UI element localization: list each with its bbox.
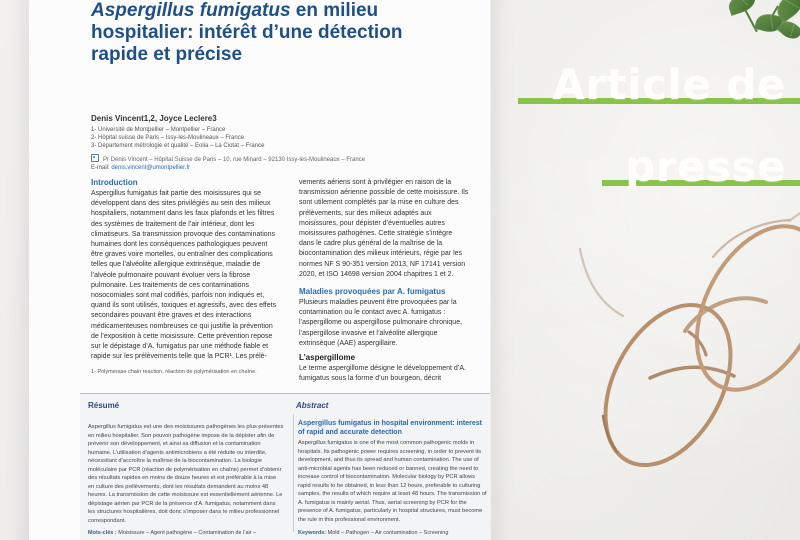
title-line-1 (91, 0, 431, 22)
title-line-2: hospitalier: intérêt d’une détection (91, 22, 403, 43)
right-column (299, 178, 469, 384)
contact-block (91, 154, 451, 172)
abstract-keywords (298, 530, 448, 537)
leaf-icon-1 (726, 0, 758, 16)
abstract-right-column (298, 419, 488, 524)
resume-text: Aspergillus fumigatus est une des moisissures pathogènes les plus présentes en milieu hospitalier. Son pouvoir pathogène impose de la dépister afin de prévenir son développement, et ainsi sa diffusion et la contamination humaine. L’utilisation d’agents antimicrobiens a été réduite ou interdite, nécessitant d’accroître la maîtrise de la biocontamination. La biologie moléculaire par PCR (réaction de polymérisation en chaîne) permet d’obtenir des résultats rapides en moins de douze heures et est préférable à la mise en culture des prélèvements, dont les résultats demandent au moins 48 heures. La transmission de cette moisissure est essentiellement aérienne. Le dépistage aérien par PCR de la présence d’A. fumigatus, notamment dans les structures hospitalières, doit donc s’imposer dans le milieu professionnel correspondant. (88, 424, 284, 524)
overlay-title-line-2: presse (625, 142, 786, 191)
abstract-headline: Aspergillus fumigatus in hospital environment: interest of rapid and accurate detection (298, 420, 482, 436)
contact-text: Pr Denis Vincent – Hôpital Suisse de Paris – 10, rue Minard – 92130 Issy-les-Moulineaux – France (103, 157, 366, 163)
aspergillome-heading: L’aspergillome (299, 353, 356, 363)
abstract-title: Abstract (296, 401, 329, 410)
diseases-text: Plusieurs maladies peuvent être provoquées par la contamination ou le contact avec A. fumigatus : l’aspergillome ou aspergillose pulmonaire chronique, l’aspergillose invasive et l’alvéolite allergique extrinsèque (AAE) aspergillaire. (299, 299, 463, 347)
article-title (91, 0, 431, 66)
abstract-panel (80, 393, 491, 540)
introduction-heading: Introduction (91, 178, 138, 187)
resume-keywords (88, 530, 256, 537)
author-names: Denis Vincent1,2, Joyce Leclere3 (91, 114, 217, 123)
aspergillome-text: Le terme aspergillome désigne le développement d’A. fumigatus sous la forme d’un bourgeon, décrit (299, 365, 466, 383)
resume-keywords-label: Mots-clés : (88, 530, 117, 536)
resume-keywords-text: Moisissure – Agent pathogène – Contamination de l’air – (116, 530, 257, 536)
glasses-icon (580, 205, 800, 475)
authors-block (91, 114, 391, 150)
right-column-intro: vements aériens sont à privilégier en raison de la transmission aérienne possible de cette moisissure. Ils sont utilement complétés par la mise en culture des prélèvements, sur des milieux adaptés aux moisissures, pour dépister d’éventuelles autres moisissures pathogènes. Cette stratégie s’intègre dans le cadre plus général de la maîtrise de la biocontamination des milieux intérieurs, régie par les normes NF S 90-351 version 2013, NF 17141 version 2020, et ISO 14698 version 2004 chapitres 1 et 2. (299, 179, 469, 278)
abstract-keywords-label: Keywords: (298, 530, 327, 536)
contact-icon (91, 154, 99, 162)
abstract-keywords-text: Mold – Pathogen – Air contamination – Screening (326, 530, 449, 536)
email-line (91, 164, 451, 172)
affiliation-3: 3- Département métrologie et qualité – Eolia – La Ciotat – France (91, 143, 265, 149)
introduction-text: Aspergillus fumigatus fait partie des moisissures qui se développent dans des sites privilégiés au sein des milieux hospitaliers, notamment dans les faux plafonds et les filtres des systèmes de traitement de l’air intérieur, dont les climatiseurs. Sa transmission provoque des contaminations humaines dont les conséquences pathologiques peuvent être graves voire mortelles, ou entraîner des complications telles que l’alvéolite allergique extrinsèque, maladie de l’alvéole pulmonaire pouvant évoluer vers la fibrose pulmonaire. Les traitements de ces contaminations nosocomiales sont mal codifiés, parfois non indiqués et, quand ils sont utilisés, toxiques et agressifs, avec des effets secondaires pouvant être graves et des interactions médicamenteuses nombreuses ce qui justifie la prévention de l’exposition à cette moisissure. Cette prévention repose sur le dépistage d’A. fumigatus par une méthode fiable et rapide sur les prélèvements telle que la PCR¹. Les prélè- (91, 190, 277, 361)
abstract-text: Aspergillus fumigatus is one of the most common pathogenic molds in hospitals. Its pathogenic power requires screening, in order to prevent its development, and thus its spread and human contamination. The use of anti-microbial agents has been reduced or banned, creating the need to increase control of biocontamination. Molecular biology by PCR allows rapid results to be obtained, in less than 12 hours, preferable to culturing samples, the results of which require at least 48 hours. The transmission of A. fumigatus is mainly aerial. Thus, aerial screening by PCR for the presence of A. fumigatus, particularly in hospital structures, must become the rule in this professional environment. (298, 440, 487, 523)
abstract-divider (293, 414, 294, 532)
email-value: denis.vincent@umontpellier.fr (111, 165, 191, 171)
title-line-3: rapide et précise (91, 44, 243, 65)
left-column (91, 178, 277, 376)
title-italic: Aspergillus fumigatus (91, 0, 291, 21)
footnote: 1- Polymerase chain reaction, réaction de polymérisation en chaîne. (91, 369, 257, 376)
contact-line (91, 154, 451, 164)
article-page (29, 0, 491, 540)
resume-title: Résumé (88, 401, 120, 410)
title-line1-rest: en milieu (290, 0, 379, 21)
diseases-heading: Maladies provoquées par A. fumigatus (299, 287, 446, 297)
email-label: E-mail: (91, 165, 112, 171)
affiliation-1: 1- Université de Montpellier – Montpellier – France (91, 127, 226, 133)
overlay-title-line-1: Article de (552, 60, 786, 109)
affiliation-2: 2- Hôpital suisse de Paris – Issy-les-Moulineaux – France (91, 135, 245, 141)
